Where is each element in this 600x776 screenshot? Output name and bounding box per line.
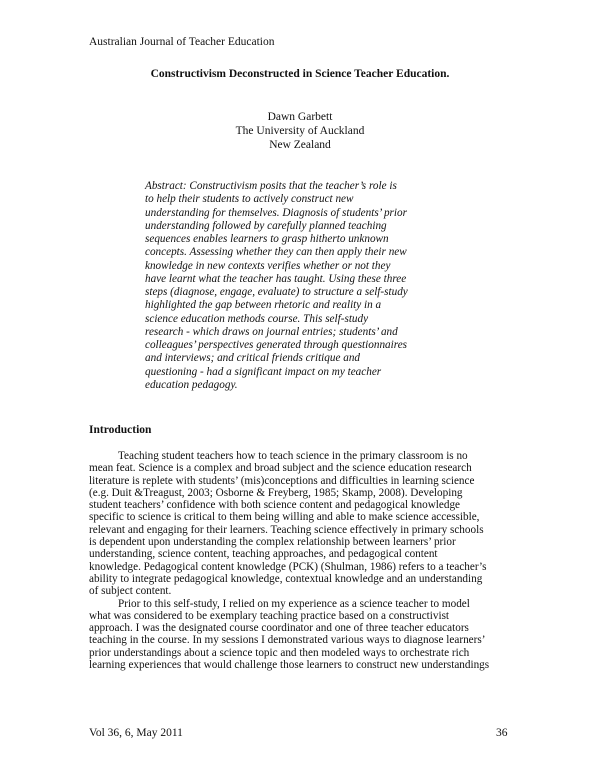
introduction-body — [89, 450, 519, 671]
author-block — [0, 110, 600, 152]
abstract-line: understanding for themselves. Diagnosis of students’ prior — [145, 206, 407, 219]
footer-page-number: 36 — [496, 727, 508, 739]
abstract-line: concepts. Assessing whether they can then apply their new — [145, 246, 407, 259]
author-institution: The University of Auckland — [235, 125, 365, 137]
abstract-line: highlighted the gap between rhetoric and reality in a — [145, 299, 382, 312]
abstract-line: questioning - had a significant impact on my teacher — [145, 365, 382, 378]
running-header: Australian Journal of Teacher Education — [89, 36, 275, 48]
author-name: Dawn Garbett — [267, 111, 333, 123]
body-line: of subject content. — [89, 585, 172, 598]
abstract-line: knowledge in new contexts verifies whether or not they — [145, 259, 391, 272]
body-line: literature is replete with students’ (mis)conceptions and difficulties in learning science — [89, 474, 475, 487]
abstract-line: sequences enables learners to grasp hitherto unknown — [145, 233, 389, 245]
abstract-line: and interviews; and critical friends critique and — [145, 352, 361, 365]
abstract-line: understanding followed by carefully planned teaching — [145, 219, 387, 232]
body-line: Prior to this self-study, I relied on my experience as a science teacher to model — [118, 597, 470, 610]
abstract-line: colleagues’ perspectives generated through questionnaires — [145, 339, 408, 351]
body-line: specific to science is critical to them being willing and able to make science accessible, — [89, 511, 480, 524]
abstract-line: have learnt what the teacher has taught. Using these three — [145, 272, 407, 285]
footer-volume: Vol 36, 6, May 2011 — [89, 727, 183, 739]
abstract-line: Abstract: Constructivism posits that the teacher’s role is — [145, 180, 397, 192]
body-line: teaching in the course. In my sessions I demonstrated various ways to diagnose learners’ — [89, 634, 486, 647]
abstract-line: research - which draws on journal entries; students’ and — [145, 325, 398, 338]
body-line: understanding, science content, teaching approaches, and pedagogical content — [89, 548, 438, 561]
body-line: approach. I was the designated course coordinator and one of three teacher educators — [89, 622, 469, 635]
abstract-line: steps (diagnose, engage, evaluate) to structure a self-study — [145, 286, 408, 298]
body-line: prior understandings about a science topic and then modeled ways to orchestrate rich — [89, 646, 470, 659]
article-title: Constructivism Deconstructed in Science Teacher Education. — [150, 68, 450, 80]
body-line: learning experiences that would challenge those learners to construct new understandings — [89, 659, 490, 672]
body-line: (e.g. Duit &Treagust, 2003; Osborne & Freyberg, 1985; Skamp, 2008). Developing — [89, 486, 463, 499]
author-country: New Zealand — [269, 139, 331, 151]
abstract-line: to help their students to actively construct new — [145, 193, 354, 206]
body-line: Teaching student teachers how to teach science in the primary classroom is no — [118, 450, 468, 462]
body-line: what was considered to be exemplary teaching practice based on a constructivist — [89, 609, 450, 622]
abstract-line: education pedagogy. — [145, 378, 238, 391]
abstract-line: science education methods course. This self-study — [145, 312, 369, 325]
body-line: mean feat. Science is a complex and broad subject and the science education research — [89, 462, 472, 475]
abstract — [145, 180, 445, 392]
body-line: ability to integrate pedagogical knowledge, contextual knowledge and an understanding — [89, 572, 483, 585]
body-line: is dependent upon understanding the complex relationship between learners’ prior — [89, 536, 456, 549]
body-line: relevant and engaging for their learners. Teaching science effectively in primary schools — [89, 523, 484, 536]
body-line: knowledge. Pedagogical content knowledge (PCK) (Shulman, 1986) refers to a teacher’s — [89, 560, 487, 573]
section-heading-introduction: Introduction — [89, 424, 152, 436]
body-line: student teachers’ confidence with both science content and pedagogical knowledge — [89, 499, 461, 512]
